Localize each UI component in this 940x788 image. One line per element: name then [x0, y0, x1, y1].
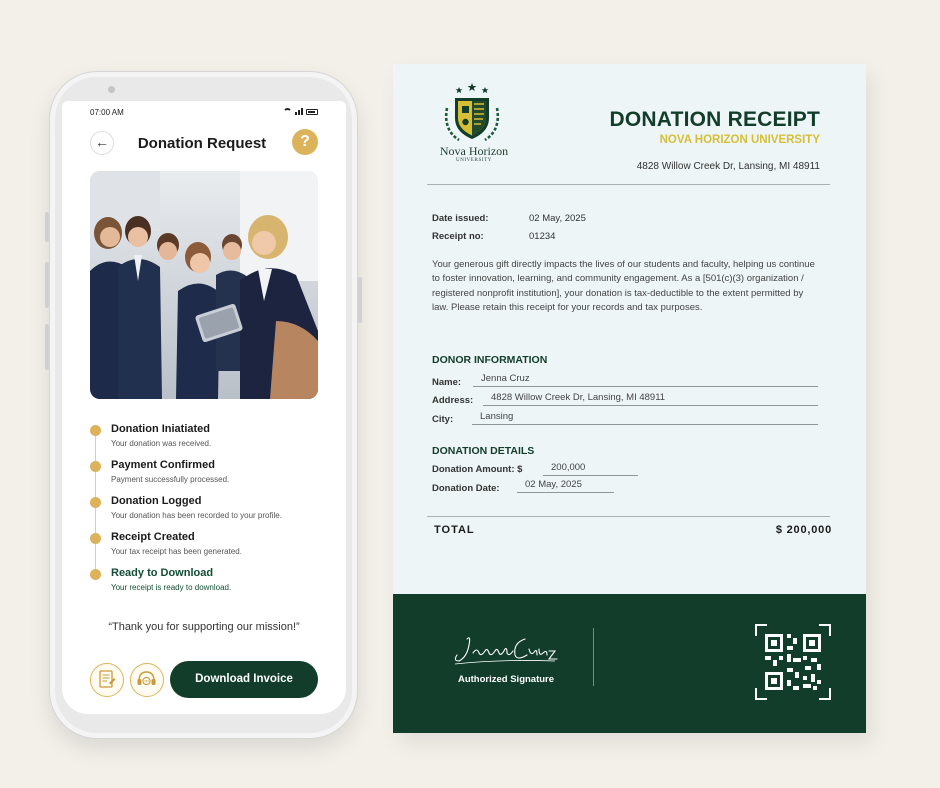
total-divider [427, 516, 830, 517]
timeline-subtitle: Your tax receipt has been generated. [111, 547, 242, 556]
document-icon [91, 664, 122, 695]
timeline-title: Donation Logged [111, 495, 202, 507]
bottom-action-bar [90, 661, 320, 699]
donor-city-label: City: [432, 414, 454, 425]
timeline-title: Receipt Created [111, 531, 195, 543]
status-bar [90, 107, 318, 119]
help-button[interactable]: ? [292, 129, 318, 155]
thank-you-message: “Thank you for supporting our mission!” [108, 621, 300, 633]
total-label: TOTAL [434, 524, 475, 536]
phone-side-button [45, 324, 49, 370]
donor-address-field: 4828 Willow Creek Dr, Lansing, MI 48911 [483, 392, 818, 406]
logo-subtitle: UNIVERSITY [456, 158, 492, 163]
donor-name-field: Jenna Cruz [473, 373, 818, 387]
headset-icon [131, 664, 162, 695]
donation-details-heading: DONATION DETAILS [432, 445, 535, 457]
donor-name-label: Name: [432, 377, 462, 388]
camera-icon [108, 86, 115, 93]
total-value: $ 200,000 [775, 524, 832, 536]
handwritten-signature [451, 631, 561, 671]
donor-information-heading: DONOR INFORMATION [432, 354, 548, 366]
timeline-dot [90, 425, 101, 436]
timeline-title: Ready to Download [111, 567, 214, 579]
donation-date-field: 02 May, 2025 [517, 479, 614, 493]
donor-city-field: Lansing [472, 411, 818, 425]
timeline-title: Payment Confirmed [111, 459, 215, 471]
phone-volume-up [45, 212, 49, 242]
donation-amount-field: 200,000 [543, 462, 638, 476]
timeline-dot [90, 569, 101, 580]
status-time: 07:00 AM [90, 108, 124, 117]
timeline-subtitle: Your donation has been recorded to your profile. [111, 511, 282, 520]
wifi-icon [283, 108, 292, 115]
donor-address-label: Address: [432, 395, 474, 406]
header-divider [427, 184, 830, 185]
app-header [62, 131, 346, 161]
phone-volume-down [45, 262, 49, 308]
page-title: Donation Request [137, 135, 267, 152]
receipt-number-value: 01234 [529, 231, 556, 242]
timeline-dot [90, 533, 101, 544]
students-photo [90, 171, 318, 399]
receipt-paragraph: Your generous gift directly impacts the lives of our students and faculty, helping us continue to foster innovation, learning, and community engagement. As a [501(c)(3) organization / registered nonprofit institution], your donation is tax-deductible to the extent permitted by law. Please retain this receipt for your records and tax purposes. [432, 259, 815, 314]
timeline-dot [90, 497, 101, 508]
donation-receipt [393, 64, 866, 733]
phone-mockup [49, 71, 358, 739]
arrow-left-icon: ← [95, 134, 109, 150]
phone-power-button [358, 277, 362, 323]
download-invoice-button[interactable]: Download Invoice [170, 661, 318, 698]
donation-amount-label: Donation Amount: $ [432, 464, 523, 475]
timeline-title: Donation Iniatiated [111, 423, 210, 435]
university-address: 4828 Willow Creek Dr, Lansing, MI 48911 [636, 161, 820, 172]
qr-code-icon[interactable] [755, 624, 831, 700]
students-illustration [90, 171, 318, 399]
donation-date-label: Donation Date: [432, 483, 500, 494]
timeline-subtitle: Payment successfully processed. [111, 475, 230, 484]
status-icons [283, 108, 318, 115]
receipt-title: DONATION RECEIPT [609, 108, 820, 131]
signature-label: Authorized Signature [457, 674, 555, 685]
battery-icon [306, 109, 318, 115]
phone-screen [62, 101, 346, 714]
back-button[interactable] [90, 131, 114, 155]
timeline-dot [90, 461, 101, 472]
date-issued-label: Date issued: [432, 213, 489, 224]
document-button[interactable] [90, 663, 124, 697]
receipt-footer [393, 594, 866, 733]
university-name: NOVA HORIZON UNIVERSITY [659, 134, 820, 146]
timeline-subtitle: Your receipt is ready to download. [111, 583, 232, 592]
support-button[interactable] [130, 663, 164, 697]
date-issued-value: 02 May, 2025 [529, 213, 586, 224]
receipt-number-label: Receipt no: [432, 231, 484, 242]
logo-name: Nova Horizon [439, 144, 509, 158]
signal-icon [295, 108, 303, 115]
timeline-subtitle: Your donation was received. [111, 439, 212, 448]
footer-divider [593, 628, 594, 686]
